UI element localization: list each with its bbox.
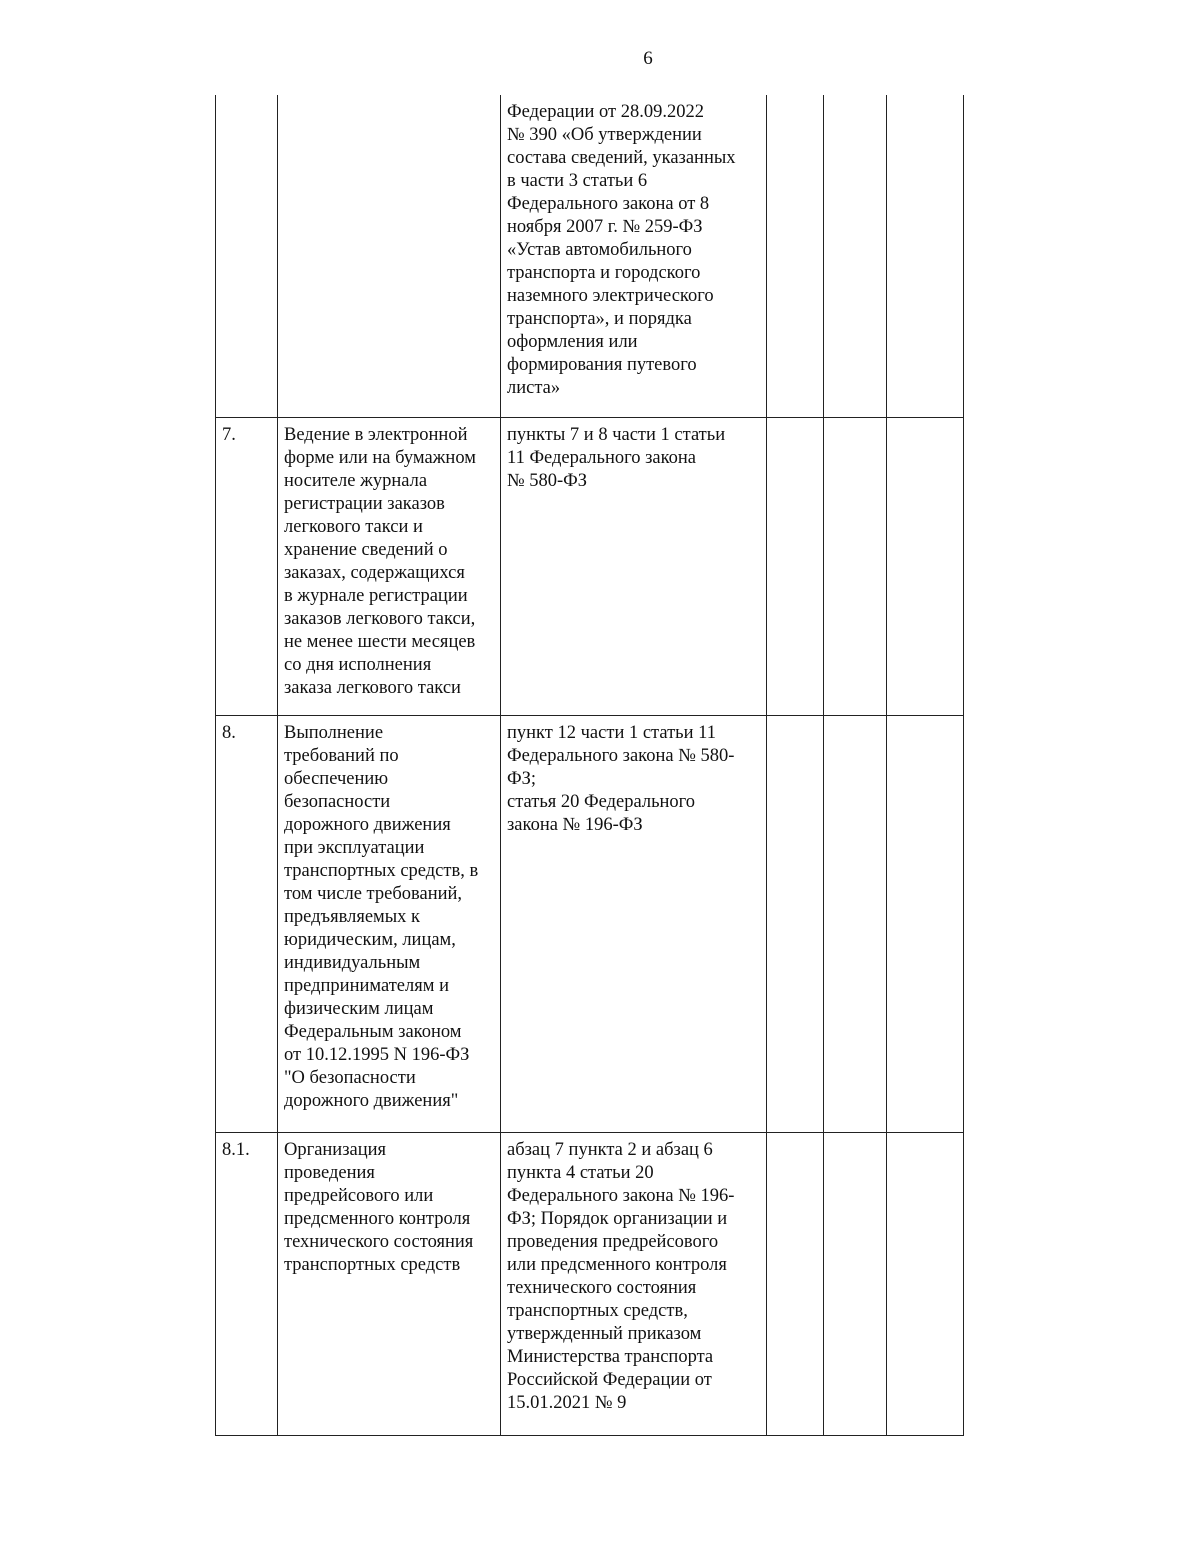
row-number-cell: 8.1. (216, 1132, 278, 1435)
empty-cell (887, 715, 964, 1132)
empty-cell (887, 95, 964, 417)
page-number: 6 (643, 48, 653, 69)
empty-cell (767, 1132, 824, 1435)
empty-cell (767, 95, 824, 417)
table-row (216, 1132, 964, 1435)
table-row (216, 95, 964, 417)
requirement-cell (278, 95, 501, 417)
empty-cell (887, 417, 964, 715)
row-number-cell: 8. (216, 715, 278, 1132)
row-number-cell: 7. (216, 417, 278, 715)
empty-cell (824, 1132, 887, 1435)
requirement-cell: Ведение в электронной форме или на бумажном носителе журнала регистрации заказов легкового такси и хранение сведений о заказах, содержащихся в журнале регистрации заказов легкового такси, не менее шести месяцев со дня исполнения заказа легкового такси (278, 417, 501, 715)
row-number-cell (216, 95, 278, 417)
requirement-cell: Выполнение требований по обеспечению безопасности дорожного движения при эксплуатации транспортных средств, в том числе требований, предъявляемых к юридическим, лицам, индивидуальным предпринимателям и физическим лицам Федеральным законом от 10.12.1995 N 196-ФЗ "О безопасности дорожного движения" (278, 715, 501, 1132)
requirements-table (215, 95, 964, 1436)
legal-act-cell: пункт 12 части 1 статьи 11 Федерального закона № 580- ФЗ; статья 20 Федерального закона № 196-ФЗ (501, 715, 767, 1132)
table-row (216, 715, 964, 1132)
empty-cell (767, 417, 824, 715)
empty-cell (824, 417, 887, 715)
empty-cell (824, 95, 887, 417)
empty-cell (767, 715, 824, 1132)
legal-act-cell: абзац 7 пункта 2 и абзац 6 пункта 4 статьи 20 Федерального закона № 196- ФЗ; Порядок организации и проведения предрейсового или предсменного контроля технического состояния транспортных средств, утвержденный приказом Министерства транспорта Российской Федерации от 15.01.2021 № 9 (501, 1132, 767, 1435)
legal-act-cell: Федерации от 28.09.2022 № 390 «Об утверждении состава сведений, указанных в части 3 статьи 6 Федерального закона от 8 ноября 2007 г. № 259-ФЗ «Устав автомобильного транспорта и городского наземного электрического транспорта», и порядка оформления или формирования путевого листа» (501, 95, 767, 417)
empty-cell (824, 715, 887, 1132)
requirement-cell: Организация проведения предрейсового или предсменного контроля технического состояния транспортных средств (278, 1132, 501, 1435)
empty-cell (887, 1132, 964, 1435)
table-row (216, 417, 964, 715)
legal-act-cell: пункты 7 и 8 части 1 статьи 11 Федерального закона № 580-ФЗ (501, 417, 767, 715)
